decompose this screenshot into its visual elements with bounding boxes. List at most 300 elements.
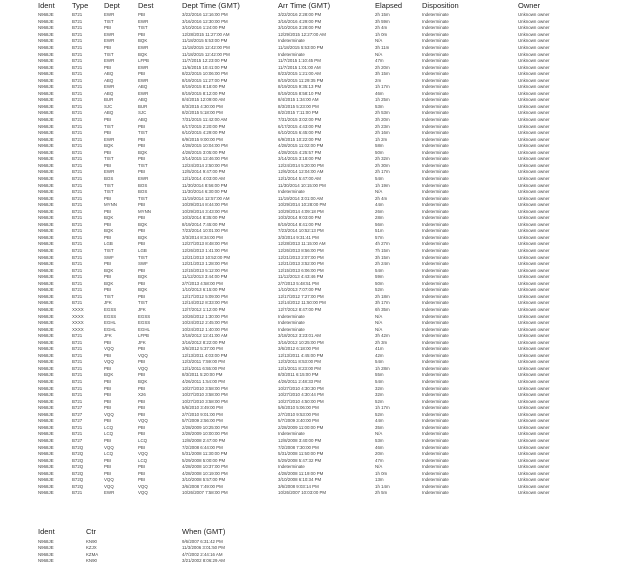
cell-dest: PBI [138, 156, 146, 162]
cell-type: B721 [72, 25, 83, 31]
cell-dept-time-gmt: 6/17/2015 2:20:00 PM [182, 123, 226, 129]
cell-dest: JFK [138, 339, 146, 345]
cell-dept: EWR [104, 12, 115, 18]
cell-type: B721 [72, 379, 83, 384]
cell-dept-time-gmt: 12/14/2012 8:33:00 PM [182, 300, 228, 306]
cell-dept: TIST [104, 156, 114, 162]
cell-dept: PBI [104, 162, 112, 168]
cell-arr-time-gmt: Indeterminate [278, 464, 305, 470]
cell-type: B721 [72, 398, 83, 404]
cell-elapsed: 3h 15m [375, 71, 390, 77]
cell-elapsed: 2h 5m [375, 490, 388, 496]
cell-owner: Unknown owner [518, 117, 550, 122]
cell-arr-time-gmt: 3/10/2008 6:10:34 PM [278, 477, 322, 483]
cell-arr-time-gmt: Indeterminate [278, 326, 305, 332]
cell-elapsed: 2h 4m [375, 195, 388, 201]
cell-dept-time-gmt: 3/10/2008 5:57:00 PM [182, 477, 226, 483]
cell-ident: N968JE [38, 320, 54, 326]
cell-ident: N968JE [38, 195, 54, 201]
cell-type: B721 [72, 18, 83, 24]
cell-disposition: Indeterminate [422, 490, 449, 496]
column-header-owner: Owner [518, 1, 541, 10]
cell-type: B721 [72, 31, 83, 37]
cell-type: B721 [72, 293, 83, 299]
cell-arr-time-gmt: 7/23/2014 10:52:13 PM [278, 228, 324, 234]
cell-elapsed: 3h 59m [375, 18, 390, 24]
cell-elapsed: 56m [375, 221, 384, 227]
cell-disposition: Indeterminate [422, 182, 449, 188]
cell-owner: Unknown owner [518, 123, 550, 129]
cell-elapsed: 2h 23m [375, 123, 390, 129]
cell-owner: Unknown owner [518, 71, 550, 77]
cell-elapsed: 54m [375, 175, 384, 181]
cell-ident: N968JE [38, 143, 54, 149]
cell-disposition: Indeterminate [422, 130, 449, 136]
cell-disposition: Indeterminate [422, 437, 449, 443]
cell-ident: N968JE [38, 457, 54, 463]
cell-owner: Unknown owner [518, 162, 550, 168]
cell-disposition: Indeterminate [422, 392, 449, 398]
cell-type: B72Q [72, 483, 84, 489]
cell-arr-time-gmt: 8/3/2011 6:15:00 PM [278, 372, 319, 378]
cell-arr-time-gmt: 7/31/2015 3:02:00 PM [278, 117, 322, 122]
cell-dept: PBI [104, 261, 112, 267]
cell-disposition: Indeterminate [422, 267, 449, 273]
cell-dept-time-gmt: 12/26/2013 1:41:00 PM [182, 248, 228, 253]
cell-dept: VQQ [104, 477, 114, 483]
cell-disposition: Indeterminate [422, 25, 449, 31]
cell-arr-time-gmt: 12/24/2014 5:20:00 PM [278, 162, 324, 168]
cell-dept-time-gmt: 8/19/2015 8:18:00 PM [182, 84, 226, 90]
cell-type: B721 [72, 365, 83, 371]
cell-ident: N968JE [38, 405, 54, 411]
cell-type: B721 [72, 267, 83, 273]
cell-arr-time-gmt: 8/19/2015 9:35:13 PM [278, 84, 322, 90]
cell-dest: PBI [138, 136, 146, 142]
table-row [0, 489, 640, 496]
cell-elapsed: 3h 17m [375, 300, 390, 306]
cell-disposition: Indeterminate [422, 477, 449, 483]
cell-disposition: Indeterminate [422, 31, 449, 37]
cell-elapsed: 1h 2m [375, 136, 388, 142]
cell-dest: VQQ [138, 365, 148, 371]
cell-dept-time-gmt: 8/19/2015 8:12:00 PM [182, 90, 226, 96]
cell-elapsed: 50m [375, 280, 384, 286]
cell-dept-time-gmt: 4/28/2008 10:19:00 PM [182, 470, 228, 476]
cell-dept: PBI [104, 208, 112, 214]
cell-disposition: Indeterminate [422, 306, 449, 312]
cell-dept: PBI [104, 385, 112, 391]
cell-disposition: Indeterminate [422, 339, 449, 345]
cell-dept-time-gmt: 10/29/2014 8:44:00 PM [182, 202, 228, 208]
cell-arr-time-gmt: 1/10/2013 7:07:00 PM [278, 287, 322, 293]
cell-dest: EWR [138, 175, 149, 181]
cell-arr-time-gmt: 10/3/2014 9:03:00 PM [278, 215, 322, 221]
cell-arr-time-gmt: 3/18/2012 3:23:01 AM [278, 333, 321, 339]
cell-owner: Unknown owner [518, 169, 550, 175]
cell-arr-time-gmt: 11/18/2015 5:53:00 PM [278, 44, 324, 50]
cell-dept: PBI [104, 379, 112, 384]
cell-owner: Unknown owner [518, 431, 550, 437]
cell-arr-time-gmt: 3/10/2016 3:28:00 PM [278, 25, 322, 31]
cell-type: B721 [72, 221, 83, 227]
cell-owner: Unknown owner [518, 38, 550, 44]
cell-type: B721 [72, 71, 83, 77]
cell-ctr: KN90 [86, 558, 97, 564]
cell-elapsed: 46m [375, 444, 384, 450]
cell-owner: Unknown owner [518, 365, 550, 371]
cell-dest: PBI [138, 470, 146, 476]
cell-dept: ABQ [104, 77, 114, 83]
cell-type: B721 [72, 352, 83, 358]
cell-type: B721 [72, 261, 83, 267]
cell-dept-time-gmt: 11/12/2013 3:44:00 PM [182, 274, 228, 280]
cell-dest: LCQ [138, 437, 148, 443]
cell-dest: PBI [138, 424, 146, 430]
cell-elapsed: 52m [375, 287, 384, 293]
cell-type: B72Q [72, 470, 84, 476]
cell-owner: Unknown owner [518, 64, 550, 70]
cell-type: B721 [72, 215, 83, 221]
cell-arr-time-gmt: 6/17/2015 4:43:00 PM [278, 123, 322, 129]
cell-dept-time-gmt: 5/31/2008 11:30:00 PM [182, 451, 228, 457]
cell-type: B721 [72, 346, 83, 352]
cell-dept: EGHL [104, 326, 116, 332]
cell-owner: Unknown owner [518, 97, 550, 103]
cell-when-gmt: 11/3/2006 3:01:50 PM [182, 545, 225, 551]
cell-dept-time-gmt: 4/28/2015 10:04:00 PM [182, 143, 228, 149]
cell-elapsed: 2h 4m [375, 25, 388, 31]
cell-type: B721 [72, 372, 83, 378]
cell-dept-time-gmt: 10/24/2012 1:40:00 PM [182, 326, 228, 332]
cell-dest: BQK [138, 38, 148, 44]
cell-dept: JFK [104, 333, 112, 339]
cell-arr-time-gmt: 3/16/2012 10:25:00 PM [278, 339, 324, 345]
cell-ident: N968JE [38, 431, 54, 437]
cell-owner: Unknown owner [518, 156, 550, 162]
cell-ident: N968JE [38, 365, 54, 371]
cell-disposition: Indeterminate [422, 208, 449, 214]
cell-ident: N968JE [38, 25, 54, 31]
table-row [0, 557, 640, 564]
cell-dept: EWR [104, 58, 115, 64]
cell-elapsed: N/A [375, 313, 383, 319]
cell-dept: PBI [104, 339, 112, 345]
cell-dest: ABQ [138, 84, 148, 90]
cell-elapsed: 3h 20m [375, 117, 390, 122]
cell-ident: N968JE [38, 306, 54, 312]
cell-ident: N968JE [38, 411, 54, 417]
cell-type: B721 [72, 175, 83, 181]
cell-ident: N968JE [38, 58, 54, 64]
cell-arr-time-gmt: 3/3/2014 9:31:41 PM [278, 234, 319, 240]
cell-dept: PBI [104, 418, 112, 424]
cell-arr-time-gmt: 11/7/2015 1:01:00 AM [278, 64, 321, 70]
cell-dept: TIST [104, 248, 114, 253]
cell-dept-time-gmt: 2/7/2013 4:58:00 PM [182, 280, 223, 286]
cell-disposition: Indeterminate [422, 248, 449, 253]
cell-type: B721 [72, 143, 83, 149]
cell-ident: N968JE [38, 293, 54, 299]
cell-disposition: Indeterminate [422, 169, 449, 175]
cell-arr-time-gmt: 4/28/2008 11:19:00 PM [278, 470, 324, 476]
cell-dest: PBI [138, 169, 146, 175]
cell-type: B727 [72, 411, 83, 417]
cell-arr-time-gmt: 12/14/2012 11:50:00 PM [278, 300, 326, 306]
cell-arr-time-gmt: 2/7/2010 9:53:00 PM [278, 411, 319, 417]
cell-dest: BUR [138, 103, 148, 109]
cell-type: B721 [72, 202, 83, 208]
cell-owner: Unknown owner [518, 175, 550, 181]
cell-arr-time-gmt: Indeterminate [278, 431, 305, 437]
cell-disposition: Indeterminate [422, 202, 449, 208]
cell-dept: TIST [104, 182, 114, 188]
cell-dept: VQQ [104, 359, 114, 365]
cell-dept: EWR [104, 38, 115, 44]
cell-type: B721 [72, 44, 83, 50]
cell-dest: PBI [138, 202, 146, 208]
cell-dest: PBI [138, 280, 146, 286]
cell-arr-time-gmt: 5/31/2008 11:50:00 PM [278, 451, 324, 457]
cell-dest: EWR [138, 18, 149, 24]
cell-dest: BQK [138, 149, 148, 155]
cell-arr-time-gmt: 12/26/2013 8:56:00 PM [278, 248, 324, 253]
cell-arr-time-gmt: Indeterminate [278, 38, 305, 44]
cell-elapsed: 53m [375, 103, 384, 109]
cell-ident: N968JE [38, 221, 54, 227]
column-header-elapsed: Elapsed [375, 1, 403, 10]
cell-arr-time-gmt: 8/19/2014 8:41:00 PM [278, 221, 322, 227]
cell-dest: EGHL [138, 326, 150, 332]
cell-arr-time-gmt: 12/7/2012 8:47:00 PM [278, 306, 322, 312]
cell-dest: TIST [138, 130, 148, 136]
cell-type: B721 [72, 136, 83, 142]
cell-elapsed: 54m [375, 359, 384, 365]
cell-type: B721 [72, 156, 83, 162]
cell-disposition: Indeterminate [422, 320, 449, 326]
cell-disposition: Indeterminate [422, 215, 449, 221]
cell-arr-time-gmt: 6/9/2015 10:22:00 PM [278, 136, 322, 142]
cell-ident: N968JE [38, 18, 54, 24]
cell-owner: Unknown owner [518, 320, 550, 326]
cell-type: B721 [72, 64, 83, 70]
cell-ident: N968JE [38, 182, 54, 188]
cell-dept: BQK [104, 215, 114, 221]
cell-arr-time-gmt: 8/4/2015 1:34:00 AM [278, 97, 319, 103]
cell-dest: PBI [138, 228, 146, 234]
cell-arr-time-gmt: 8/3/2015 5:23:00 PM [278, 103, 319, 109]
column-header-dept: Dept [104, 1, 120, 10]
cell-dept-time-gmt: 10/3/2014 8:35:00 PM [182, 215, 226, 221]
cell-dept-time-gmt: 8/3/2011 5:20:00 PM [182, 372, 223, 378]
cell-ident: N968JE [38, 333, 54, 339]
cell-dept-time-gmt: 11/18/2015 12:42:00 PM [182, 44, 230, 50]
cell-elapsed: 1h 28m [375, 365, 390, 371]
cell-type: B721 [72, 38, 83, 44]
cell-disposition: Indeterminate [422, 110, 449, 116]
cell-dept: EGSS [104, 313, 117, 319]
cell-dept: PBI [104, 365, 112, 371]
cell-owner: Unknown owner [518, 444, 550, 450]
cell-type: B721 [72, 103, 83, 109]
cell-disposition: Indeterminate [422, 58, 449, 64]
cell-elapsed: 59m [375, 274, 384, 280]
cell-elapsed: 7h 15m [375, 248, 390, 253]
cell-dest: SJC [138, 110, 147, 116]
cell-ctr: KZJX [86, 545, 97, 551]
cell-elapsed: N/A [375, 320, 383, 326]
cell-type: B721 [72, 90, 83, 96]
cell-dest: PBI [138, 267, 146, 273]
column-header-type: Type [72, 1, 89, 10]
column-header-dest: Dest [138, 1, 154, 10]
cell-dept: TIST [104, 293, 114, 299]
cell-dest: ABQ [138, 97, 148, 103]
cell-elapsed: N/A [375, 51, 383, 57]
cell-dest: BQK [138, 274, 148, 280]
cell-ident: N968JE [38, 300, 54, 306]
cell-owner: Unknown owner [518, 313, 550, 319]
cell-dept-time-gmt: 12/21/2013 10:52:00 PM [182, 254, 231, 260]
cell-dept: PBI [104, 464, 112, 470]
cell-dest: PBI [138, 464, 146, 470]
cell-type: B721 [72, 169, 83, 175]
cell-dest: TIST [138, 25, 148, 31]
cell-when-gmt: 4/7/2002 2:44:16 AM [182, 551, 223, 557]
cell-dest: PBI [138, 346, 146, 352]
cell-dept: ABQ [104, 110, 114, 116]
cell-elapsed: 28m [375, 215, 384, 221]
cell-disposition: Indeterminate [422, 64, 449, 70]
cell-disposition: Indeterminate [422, 90, 449, 96]
cell-ident: N968JE [38, 169, 54, 175]
cell-type: B721 [72, 287, 83, 293]
cell-ident: N968JE [38, 287, 54, 293]
cell-disposition: Indeterminate [422, 195, 449, 201]
cell-type: B72Q [72, 457, 84, 463]
cell-dept-time-gmt: 11/19/2014 12:57:00 AM [182, 195, 230, 201]
cell-dept-time-gmt: 10/27/2010 3:58:00 PM [182, 398, 228, 404]
cell-owner: Unknown owner [518, 12, 550, 18]
column-header-ident: Ident [38, 527, 55, 536]
cell-elapsed: 20m [375, 451, 384, 457]
column-header-ident: Ident [38, 1, 55, 10]
cell-elapsed: 53m [375, 437, 384, 443]
cell-dest: EWR [138, 44, 149, 50]
cell-owner: Unknown owner [518, 228, 550, 234]
cell-arr-time-gmt: 2/7/2013 5:48:51 PM [278, 280, 319, 286]
cell-arr-time-gmt: 4/26/2011 2:48:33 PM [278, 379, 321, 384]
cell-dept: EWR [104, 169, 115, 175]
cell-dept: BOS [104, 175, 114, 181]
cell-elapsed: 2h 32m [375, 156, 390, 162]
cell-dept-time-gmt: 12/1/2014 4:03:00 AM [182, 175, 225, 181]
cell-arr-time-gmt: 12/1/2014 5:47:00 AM [278, 175, 321, 181]
cell-arr-time-gmt: 12/3/2011 8:53:00 PM [278, 359, 321, 365]
cell-arr-time-gmt: 12/17/2012 7:27:00 PM [278, 293, 324, 299]
cell-dept-time-gmt: 12/17/2012 5:09:00 PM [182, 293, 228, 299]
cell-elapsed: 4h 27m [375, 241, 390, 247]
cell-dept-time-gmt: 12/7/2012 1:12:00 PM [182, 306, 226, 312]
cell-owner: Unknown owner [518, 130, 550, 136]
cell-owner: Unknown owner [518, 18, 550, 24]
cell-disposition: Indeterminate [422, 44, 449, 50]
cell-dest: EGSS [138, 320, 151, 326]
cell-dept-time-gmt: 12/13/2011 4:03:00 PM [182, 352, 228, 358]
cell-dept-time-gmt: 12/24/2014 2:50:00 PM [182, 162, 228, 168]
column-header-when-gmt: When (GMT) [182, 527, 226, 536]
cell-owner: Unknown owner [518, 90, 550, 96]
cell-owner: Unknown owner [518, 411, 550, 417]
cell-disposition: Indeterminate [422, 117, 449, 122]
cell-ident: N968JE [38, 228, 54, 234]
cell-disposition: Indeterminate [422, 300, 449, 306]
cell-arr-time-gmt: 5/29/2008 5:47:32 PM [278, 457, 322, 463]
cell-owner: Unknown owner [518, 149, 550, 155]
cell-dept: LCQ [104, 451, 114, 457]
cell-dest: VQQ [138, 352, 148, 358]
cell-type: B721 [72, 51, 83, 57]
cell-type: B721 [72, 208, 83, 214]
cell-dept: PBI [104, 44, 112, 50]
cell-ident: N968JE [38, 470, 54, 476]
cell-owner: Unknown owner [518, 267, 550, 273]
cell-ident: N968JE [38, 339, 54, 345]
cell-dept-time-gmt: 10/26/2007 7:58:00 PM [182, 490, 228, 496]
cell-owner: Unknown owner [518, 464, 550, 470]
cell-disposition: Indeterminate [422, 234, 449, 240]
cell-dest: VQQ [138, 418, 148, 424]
cell-elapsed: 1h 25m [375, 97, 390, 103]
cell-elapsed: 42m [375, 352, 384, 358]
cell-ident: N968JE [38, 248, 54, 253]
cell-elapsed: 51m [375, 228, 384, 234]
cell-dept: TIST [104, 189, 114, 195]
cell-owner: Unknown owner [518, 339, 550, 345]
cell-disposition: Indeterminate [422, 287, 449, 293]
cell-dept-time-gmt: 12/5/2014 9:47:00 PM [182, 169, 226, 175]
cell-dept: VQQ [104, 483, 114, 489]
cell-ident: N968JE [38, 156, 54, 162]
cell-ident: N968JE [38, 189, 54, 195]
cell-disposition: Indeterminate [422, 280, 449, 286]
cell-owner: Unknown owner [518, 483, 550, 489]
cell-ident: N968JE [38, 274, 54, 280]
cell-dest: VQQ [138, 490, 148, 496]
cell-ctr: KN90 [86, 538, 97, 544]
cell-ident: N968JE [38, 379, 54, 384]
cell-owner: Unknown owner [518, 346, 550, 352]
cell-dept: EWR [104, 84, 115, 90]
cell-ident: N968JE [38, 103, 54, 109]
cell-dept-time-gmt: 2/28/2009 10:00:00 PM [182, 431, 228, 437]
cell-elapsed: 54m [375, 267, 384, 273]
cell-disposition: Indeterminate [422, 444, 449, 450]
cell-owner: Unknown owner [518, 385, 550, 391]
cell-arr-time-gmt: Indeterminate [278, 51, 305, 57]
cell-type: XXXX [72, 313, 84, 319]
cell-elapsed: 1h 14m [375, 483, 390, 489]
cell-arr-time-gmt: 4/28/2015 11:02:00 PM [278, 143, 324, 149]
cell-owner: Unknown owner [518, 261, 550, 267]
cell-owner: Unknown owner [518, 333, 550, 339]
cell-owner: Unknown owner [518, 300, 550, 306]
cell-type: B721 [72, 162, 83, 168]
column-header-dept-time-gmt: Dept Time (GMT) [182, 1, 240, 10]
cell-dept-time-gmt: 12/8/2008 2:47:00 PM [182, 437, 226, 443]
cell-owner: Unknown owner [518, 215, 550, 221]
cell-owner: Unknown owner [518, 221, 550, 227]
